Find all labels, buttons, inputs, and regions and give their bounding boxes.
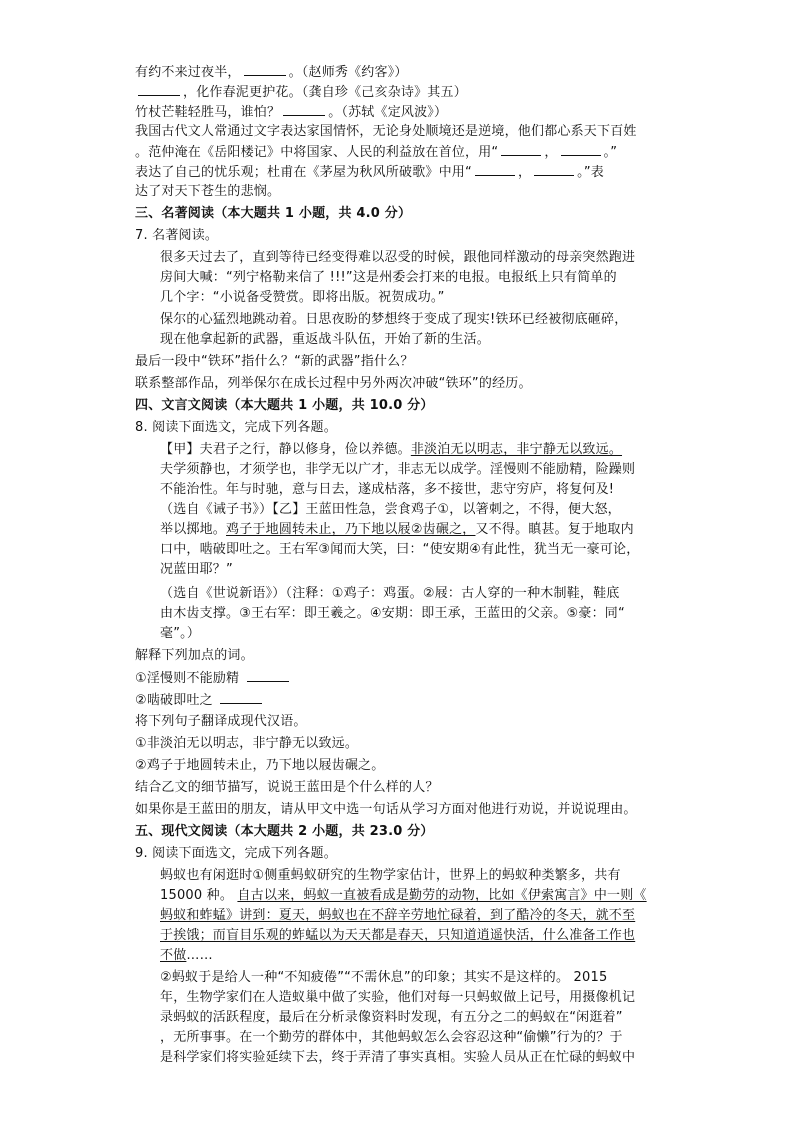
answer-blank[interactable] — [561, 142, 601, 156]
text-line — [135, 374, 532, 393]
text-segment: 如果你是王蓝田的朋友，请从甲文中选一句话从学习方面对他进行劝说，并说说理由。 — [135, 802, 637, 817]
text-line — [135, 62, 408, 82]
text-line — [160, 988, 635, 1007]
text-segment: （选自《世说新语》）（注释：①鸡子：鸡蛋。②屐：古人穿的一种木制鞋，鞋底 — [160, 586, 620, 601]
text-line — [135, 844, 337, 863]
text-segment: 【甲】夫君子之行，静以修身，俭以养德。 — [160, 442, 411, 457]
text-segment: 况蓝田耶？” — [160, 562, 233, 577]
text-line — [135, 162, 604, 182]
text-line — [160, 460, 635, 479]
text-segment: 毫”。） — [160, 626, 201, 641]
text-segment: 房间大喊：“列宁格勒来信了 !!!”这是州委会打来的电报。电报纸上只有简单的 — [160, 270, 617, 285]
text-line — [160, 248, 635, 267]
answer-blank[interactable] — [534, 162, 574, 176]
text-segment: 我国古代文人常通过文字表达家国情怀，无论身处顺境还是逆境，他们都心系天下百姓 — [135, 124, 637, 139]
text-segment: 蚂蚁也有闲逛时①侧重蚂蚁研究的生物学家估计，世界上的蚂蚁种类繁多，共有 — [160, 868, 621, 883]
text-segment: ，化作春泥更护花。（龚自珍《己亥杂诗》其五） — [183, 85, 467, 100]
text-line — [160, 584, 620, 603]
text-segment: 7. 名著阅读。 — [135, 228, 219, 243]
text-line — [135, 690, 265, 710]
section-heading — [135, 204, 411, 223]
text-line — [135, 352, 414, 371]
text-segment: 几个字：“小说备受赞赏。即将出版。祝贺成功。” — [160, 290, 445, 305]
text-line — [135, 712, 307, 731]
section-heading — [135, 822, 434, 841]
text-segment: 年，生物学家们在人造蚁巢中做了实验，他们对每一只蚂蚁做上记号，用摄像机记 — [160, 990, 636, 1005]
answer-blank[interactable] — [283, 102, 325, 116]
answer-blank[interactable] — [501, 142, 541, 156]
text-segment: ①非淡泊无以明志，非宁静无以致远。 — [135, 736, 359, 751]
text-segment: 15000 种。 — [160, 888, 238, 903]
text-line — [160, 906, 635, 925]
text-segment: 不能治性。年与时驰，意与日去，遂成枯落，多不接世，悲守穷庐，将复何及! — [160, 482, 615, 497]
text-segment: 。（苏轼《定风波》） — [328, 105, 448, 120]
text-segment: 现在他拿起新的武器，重返战斗队伍，开始了新的生活。 — [160, 332, 491, 347]
text-line — [135, 800, 637, 819]
text-line — [160, 866, 621, 885]
text-line — [160, 268, 617, 287]
text-segment: ②啮破即吐之 — [135, 693, 218, 708]
text-line — [135, 142, 617, 162]
text-line — [160, 288, 445, 307]
underlined-text: 鸡子于地圆转未止，乃下地以屐②齿碾之， — [226, 522, 476, 537]
underlined-text: 非淡泊无以明志，非宁静无以致远。 — [410, 442, 623, 457]
text-segment: 举以掷地。 — [160, 522, 227, 537]
text-line — [160, 886, 647, 905]
text-segment: 。（赵师秀《约客》） — [288, 65, 408, 80]
text-segment: 最后一段中“铁环”指什么？“新的武器”指什么？ — [135, 354, 414, 369]
text-line — [160, 1008, 623, 1027]
text-line — [160, 540, 639, 559]
text-line — [160, 520, 634, 539]
answer-blank[interactable] — [220, 690, 262, 704]
text-segment: ， — [517, 165, 532, 180]
answer-blank[interactable] — [244, 62, 286, 76]
text-line — [135, 182, 280, 201]
text-line — [160, 330, 490, 349]
underlined-text: 自古以来，蚂蚁一直被看成是勤劳的动物，比如《伊索寓言》中一则《 — [237, 888, 647, 903]
text-line — [160, 946, 213, 965]
text-segment: ， — [544, 145, 558, 160]
text-line — [160, 1028, 623, 1047]
text-segment: 将下列句子翻译成现代汉语。 — [135, 714, 307, 729]
text-segment: 结合乙文的细节描写，说说王蓝田是个什么样的人？ — [135, 780, 439, 795]
text-line — [135, 122, 637, 141]
text-segment: 由木齿支撑。③王右军：即王羲之。④安期：即王承，王蓝田的父亲。⑤豪：同“ — [160, 606, 625, 621]
text-segment: 五、现代文阅读（本大题共 2 小题，共 23.0 分） — [135, 824, 434, 839]
text-segment: 又不得。瞋甚。复于地取内 — [475, 522, 634, 537]
text-line — [160, 560, 233, 579]
text-line — [135, 418, 337, 437]
text-segment: 很多天过去了，直到等待已经变得难以忍受的时候，跟他同样激动的母亲突然跑进 — [160, 250, 636, 265]
text-line — [160, 926, 635, 945]
text-segment: 夫学须静也，才须学也，非学无以广才，非志无以成学。淫慢则不能励精，险躁则 — [160, 462, 636, 477]
text-segment: 。”表 — [577, 165, 604, 180]
text-line — [135, 756, 384, 775]
answer-blank[interactable] — [247, 668, 289, 682]
text-line — [160, 968, 607, 987]
text-segment: ②蚂蚁于是给人一种“不知疲倦”“不需休息”的印象；其实不是这样的。 2015 — [160, 970, 608, 985]
text-line — [135, 646, 254, 665]
text-line — [160, 440, 622, 459]
text-line — [135, 102, 447, 122]
text-segment: ①淫慢则不能励精 — [135, 671, 244, 686]
text-line — [160, 604, 625, 623]
text-line — [160, 480, 614, 499]
answer-blank[interactable] — [475, 162, 515, 176]
text-segment: 是科学家们将实验延续下去，终于弄清了事实真相。实验人员从正在忙碌的蚂蚁中 — [160, 1050, 636, 1065]
text-line — [160, 1048, 635, 1067]
text-segment: 表达了自己的忧乐观；杜甫在《茅屋为秋风所破歌》中用“ — [135, 165, 472, 180]
text-segment: 。范仲淹在《岳阳楼记》中将国家、人民的利益放在首位，用“ — [135, 145, 499, 160]
text-segment: ，无所事事。在一个勤劳的群体中，其他蚂蚁怎么会容忍这种“偷懒”行为的？于 — [160, 1030, 623, 1045]
text-line — [160, 310, 627, 329]
underlined-text: 不做 — [160, 948, 187, 963]
text-segment: 竹杖芒鞋轻胜马，谁怕？ — [135, 105, 281, 120]
text-line — [135, 778, 439, 797]
text-segment: ②鸡子于地圆转未止，乃下地以屐齿碾之。 — [135, 758, 385, 773]
text-segment: 9. 阅读下面选文，完成下列各题。 — [135, 846, 337, 861]
text-segment: （选自《诫子书》）【乙】王蓝田性急，尝食鸡子①，以箸刺之，不得，便大怒， — [160, 502, 621, 517]
text-line — [160, 624, 200, 643]
text-segment: 三、名著阅读（本大题共 1 小题，共 4.0 分） — [135, 206, 412, 221]
text-segment: 8. 阅读下面选文，完成下列各题。 — [135, 420, 337, 435]
text-segment: …… — [186, 948, 213, 963]
section-heading — [135, 396, 434, 415]
text-segment: 有约不来过夜半， — [135, 65, 241, 80]
text-line — [135, 82, 467, 102]
text-line — [160, 500, 621, 519]
text-line — [135, 734, 358, 753]
text-segment: 四、文言文阅读（本大题共 1 小题，共 10.0 分） — [135, 398, 434, 413]
text-segment: 解释下列加点的词。 — [135, 648, 254, 663]
text-segment: 联系整部作品，列举保尔在成长过程中另外两次冲破“铁环”的经历。 — [135, 376, 532, 391]
text-line — [135, 226, 218, 245]
text-line — [135, 668, 292, 688]
text-segment: 。” — [603, 145, 618, 160]
text-segment: 录蚂蚁的活跃程度，最后在分析录像资料时发现，有五分之二的蚂蚁在“闲逛着” — [160, 1010, 623, 1025]
underlined-text: 于挨饿；而盲目乐观的蚱蜢以为天天都是春天，只知道逍遥快活，什么准备工作也 — [160, 928, 636, 943]
text-segment: 保尔的心猛烈地跳动着。日思夜盼的梦想终于变成了现实!铁环已经被彻底砸碎， — [160, 312, 628, 327]
text-segment: 口中，啮破即吐之。王右军③闻而大笑，曰：“使安期④有此性，犹当无一豪可论， — [160, 542, 640, 557]
answer-blank[interactable] — [138, 82, 180, 96]
underlined-text: 蚂蚁和蚱蜢》讲到：夏天，蚂蚁也在不辞辛劳地忙碌着，到了酷冷的冬天，就不至 — [160, 908, 636, 923]
text-segment: 达了对天下苍生的悲悯。 — [135, 184, 281, 199]
